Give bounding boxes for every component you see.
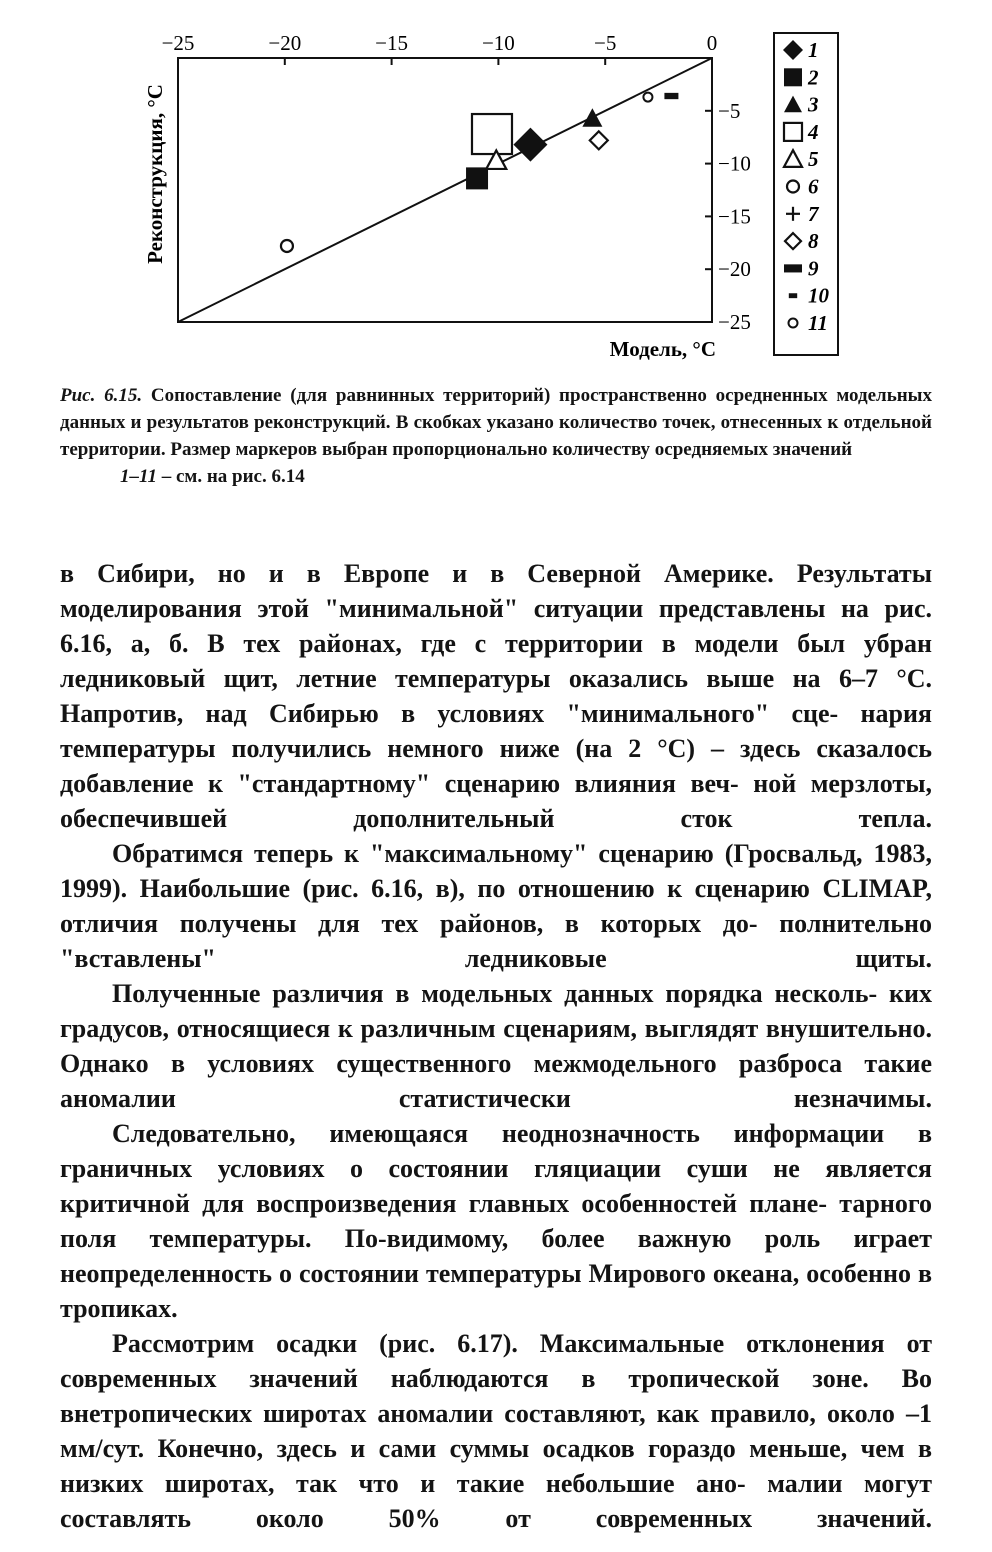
legend-marker-8 — [785, 233, 801, 249]
text-line: 6–7 °С. Напротив, над Сибирью в условиях "минимального" сце- — [60, 664, 932, 728]
legend-reference: – см. на рис. 6.14 — [161, 466, 305, 487]
text-line: полнительно "вставлены" ледниковые щиты. — [60, 909, 933, 973]
reference-line — [178, 58, 712, 322]
legend-label-1: 1 — [808, 38, 819, 62]
legend-marker-10 — [789, 293, 797, 298]
paragraph — [60, 1116, 932, 1326]
legend-label-4: 4 — [808, 119, 819, 144]
figure-label: Рис. 6.15. — [60, 385, 143, 406]
x-tick-label: −15 — [375, 31, 409, 55]
x-tick-label: −25 — [161, 31, 195, 55]
text-line: малии могут составлять около 50% от современных значений. — [60, 1469, 932, 1533]
x-tick-label: −5 — [594, 31, 617, 55]
text-line: критичной для воспроизведения главных особенностей плане- — [60, 1189, 827, 1218]
legend-marker-7 — [786, 207, 800, 221]
text-line: играет неопределенность о состоянии температуры Мирового — [60, 1224, 932, 1288]
legend-marker-1 — [783, 40, 803, 60]
caption-note — [60, 463, 932, 490]
legend-label-6: 6 — [808, 174, 819, 199]
legend-label-2: 2 — [808, 65, 819, 90]
text-line: разброса такие аномалии статистически незначимы. — [60, 1049, 933, 1113]
text-line: убран ледниковый щит, летние температуры оказались выше на — [60, 629, 933, 693]
y-tick-label: −5 — [718, 98, 741, 123]
caption-description: Сопоставление (для равнинных территорий) пространственно осредненных модельных данных и результатов реконструкций. В скобках указано количество точек, отнесенных к отдельной территории. Размер маркеров выбран пропорционально количеству осредняемых значений — [60, 385, 933, 460]
paragraph — [60, 1326, 932, 1536]
data-point-6 — [281, 240, 293, 252]
text-line: моделирования этой "минимальной" ситуации представлены на — [60, 594, 869, 623]
legend-label-3: 3 — [808, 92, 819, 117]
legend-label-11: 11 — [808, 311, 828, 335]
text-line: в Сибири, но и в Европе и в Северной Америке. Результаты — [60, 559, 932, 588]
caption-text — [60, 382, 932, 463]
data-point-8 — [590, 131, 608, 149]
text-line: рис. 6.16, а, б. В тех районах, где с территории в модели был — [60, 594, 932, 658]
text-line: ной мерзлоты, обеспечившей дополнительный сток тепла. — [60, 769, 932, 833]
figure-caption — [60, 382, 932, 490]
text-line: около –1 мм/сут. Конечно, здесь и сами суммы осадков гораздо — [60, 1399, 932, 1463]
x-tick-label: −10 — [481, 31, 515, 55]
plot-area — [143, 31, 751, 361]
text-line: Полученные различия в модельных данных порядка несколь- — [112, 979, 878, 1008]
x-tick-label: −20 — [268, 31, 302, 55]
legend-range: 1–11 — [120, 466, 157, 487]
y-tick-label: −15 — [718, 204, 751, 229]
data-point-1 — [513, 128, 547, 162]
data-point-11 — [643, 93, 652, 102]
legend-marker-9 — [784, 264, 802, 272]
text-line: CLIMAP, отличия получены для тех районов, в которых до- — [60, 874, 932, 938]
legend-label-10: 10 — [808, 283, 829, 308]
y-tick-label: −10 — [718, 151, 751, 176]
legend-marker-5 — [784, 150, 802, 167]
text-line: Обратимся теперь к "максимальному" сценарию (Гросвальд, — [112, 839, 863, 868]
data-point-9 — [664, 93, 678, 99]
scatter-figure — [0, 0, 992, 372]
legend — [774, 33, 838, 355]
text-line: внушительно. Однако в условиях существенного межмодельного — [60, 1014, 932, 1078]
text-line: океана, особенно в тропиках. — [60, 1259, 932, 1323]
text-line: современных значений наблюдаются в тропической зоне. Во — [60, 1364, 932, 1393]
y-axis-title: Реконструкция, °С — [143, 84, 167, 264]
paragraph — [60, 976, 932, 1116]
body-text — [60, 556, 932, 1536]
y-tick-label: −25 — [718, 310, 751, 334]
x-axis-title: Модель, °С — [609, 337, 716, 361]
text-line: сказалось добавление к "стандартному" сценарию влияния веч- — [60, 734, 933, 798]
text-line: Следовательно, имеющаяся неоднозначность информации — [112, 1119, 885, 1148]
legend-marker-6 — [787, 181, 799, 193]
legend-marker-4 — [784, 123, 802, 141]
data-point-3 — [582, 108, 602, 127]
x-tick-label: 0 — [706, 31, 718, 55]
text-line: 1983, 1999). Наибольшие (рис. 6.16, в), по отношению к сценарию — [60, 839, 932, 903]
data-point-2 — [466, 167, 488, 189]
text-line: в граничных условиях о состоянии гляциации суши не является — [60, 1119, 932, 1183]
text-line: внетропических широтах аномалии составляют, как правило, — [60, 1399, 816, 1428]
text-line: Рассмотрим осадки (рис. 6.17). Максимальные отклонения от — [112, 1329, 932, 1358]
text-line: нария температуры получились немного ниже (на 2 °С) – здесь — [60, 699, 933, 763]
legend-label-7: 7 — [808, 201, 819, 226]
legend-marker-3 — [784, 96, 802, 113]
legend-label-5: 5 — [808, 147, 819, 172]
data-point-4 — [472, 114, 512, 154]
y-tick-label: −20 — [718, 257, 751, 282]
text-line: меньше, чем в низких широтах, так что и такие небольшие ано- — [60, 1434, 932, 1498]
legend-marker-2 — [784, 68, 802, 86]
text-line: ких градусов, относящиеся к различным сценариям, выглядят — [60, 979, 933, 1043]
legend-label-8: 8 — [808, 229, 819, 254]
legend-marker-11 — [789, 319, 798, 328]
paragraph — [60, 556, 932, 836]
text-line: тарного поля температуры. По-видимому, более важную роль — [60, 1189, 932, 1253]
legend-label-9: 9 — [808, 256, 819, 281]
paragraph — [60, 836, 932, 976]
